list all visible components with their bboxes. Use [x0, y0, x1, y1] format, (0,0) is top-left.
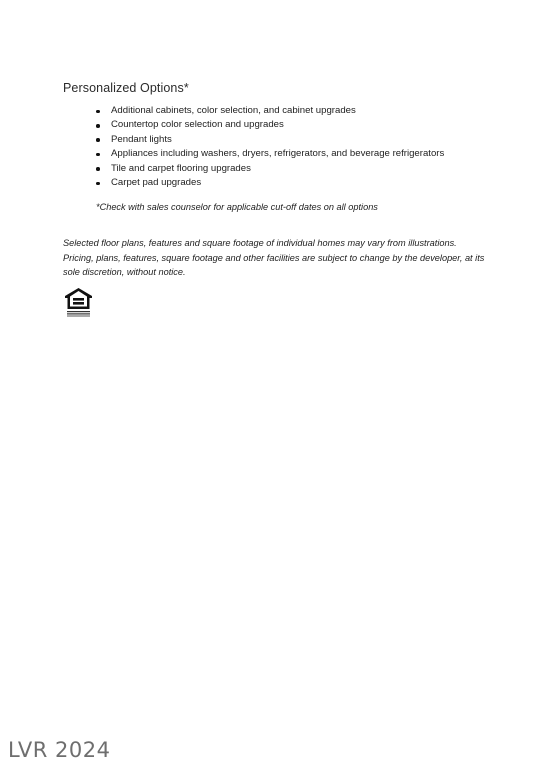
equal-housing-opportunity-icon	[64, 287, 93, 317]
options-list	[95, 104, 444, 190]
list-item: Appliances including washers, dryers, refrigerators, and beverage refrigerators	[95, 147, 444, 161]
list-item: Tile and carpet flooring upgrades	[95, 162, 444, 176]
list-item: Pendant lights	[95, 133, 444, 147]
list-item: Countertop color selection and upgrades	[95, 118, 444, 132]
cutoff-note: *Check with sales counselor for applicable cut-off dates on all options	[96, 202, 378, 212]
disclaimer-text: Selected floor plans, features and square footage of individual homes may vary from illustrations. Pricing, plans, features, square footage and other facilities are subject to change by the developer, at its sole discretion, without notice.	[63, 238, 485, 277]
list-item: Carpet pad upgrades	[95, 176, 444, 190]
watermark: LVR 2024	[8, 738, 111, 762]
page-title: Personalized Options*	[63, 81, 189, 95]
list-item: Additional cabinets, color selection, and cabinet upgrades	[95, 104, 444, 118]
